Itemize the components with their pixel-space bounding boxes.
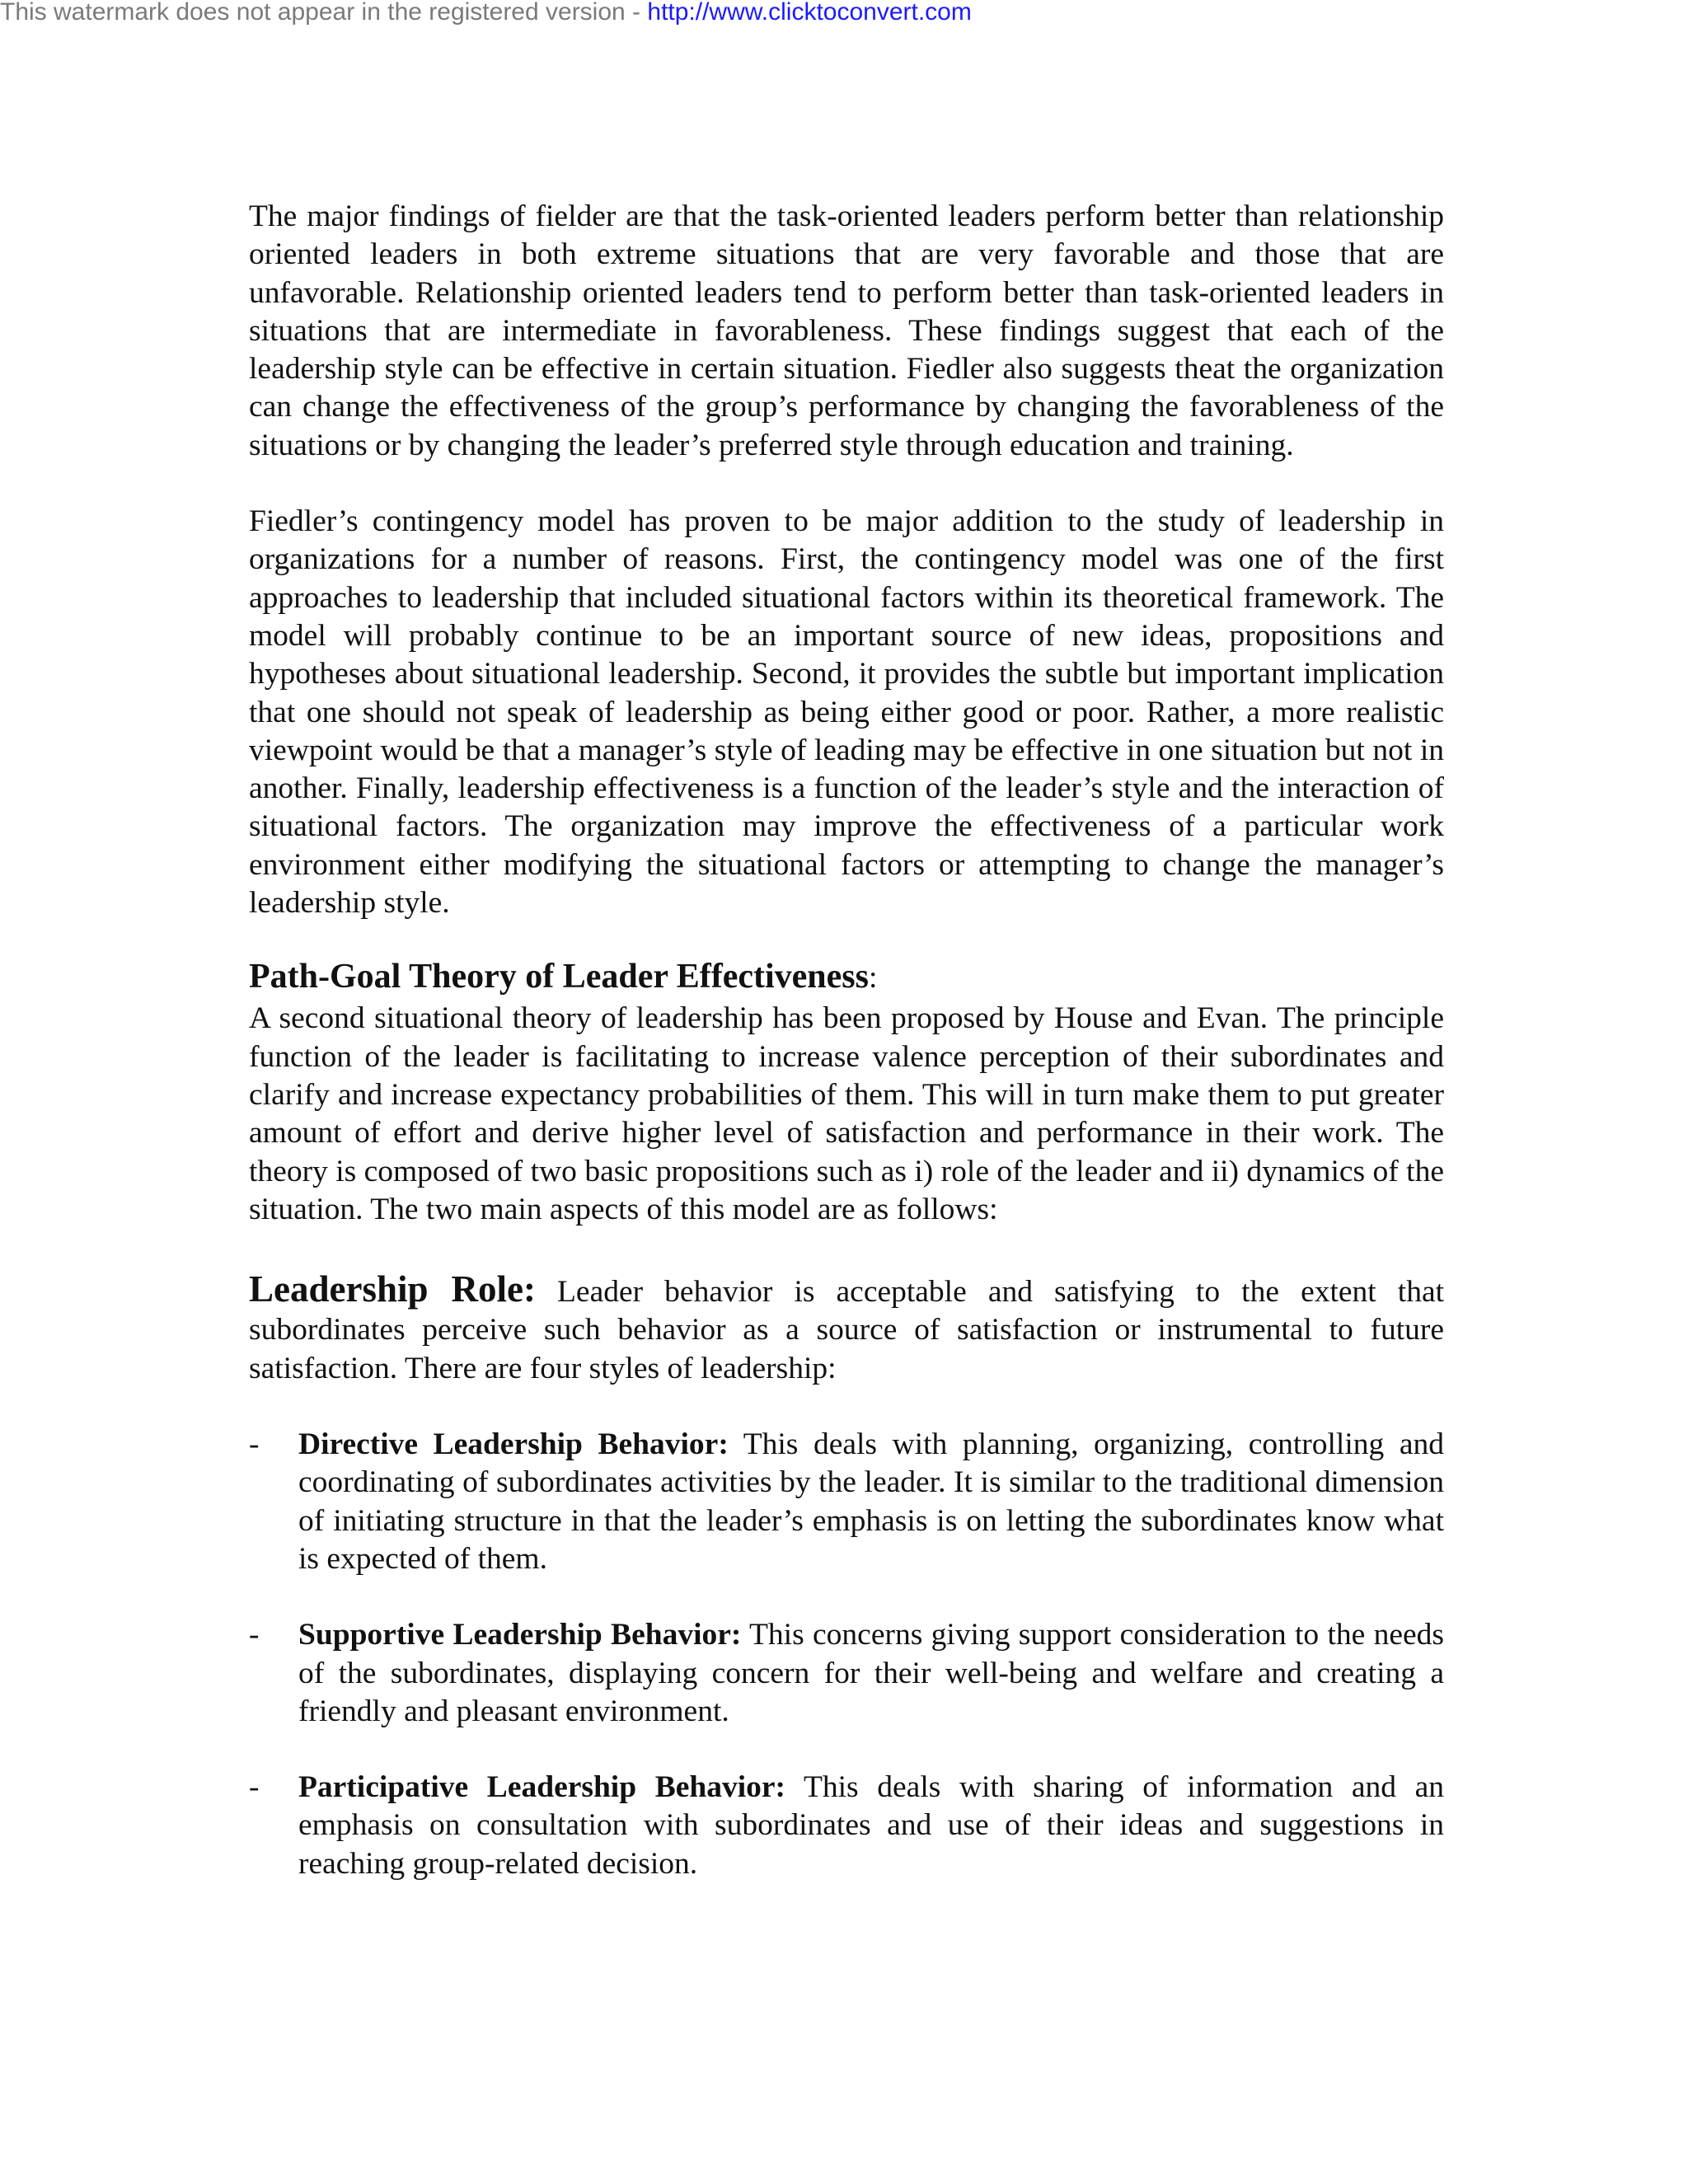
watermark-text: This watermark does not appear in the registered version -	[0, 0, 648, 26]
paragraph-contingency-model: Fiedler’s contingency model has proven to be major addition to the study of leadership in organizations for a number of reasons. First, the contingency model was one of the first approaches to leadership that included situational factors within its theoretical framework. The model will probably continue to be an important source of new ideas, propositions and hypotheses about situational leadership. Second, it provides the subtle but important implication that one should not speak of leadership as being either good or poor. Rather, a more realistic viewpoint would be that a manager’s style of leading may be effective in one situation but not in another. Finally, leadership effectiveness is a function of the leader’s style and the interaction of situational factors. The organization may improve the effectiveness of a particular work environment either modifying the situational factors or attempting to change the manager’s leadership style.	[249, 504, 1444, 921]
page-content	[249, 198, 1444, 1883]
watermark-banner	[0, 0, 972, 25]
section-heading-path-goal	[249, 955, 1444, 1000]
heading-colon: :	[869, 961, 878, 996]
paragraph-fiedler-findings: The major findings of fielder are that the task-oriented leaders perform better than relationship oriented leaders in both extreme situations that are very favorable and those that are unfavorable. Relationship oriented leaders tend to perform better than task-oriented leaders in situations that are intermediate in favorableness. These findings suggest that each of the leadership style can be effective in certain situation. Fiedler also suggests theat the organization can change the effectiveness of the group’s performance by changing the favorableness of the situations or by changing the leader’s preferred style through education and training.	[249, 199, 1444, 462]
watermark-link[interactable]: http://www.clicktoconvert.com	[647, 0, 972, 26]
leadership-role-body: Leader behavior is acceptable and satisfying to the extent that subordinates perceive such behavior as a source of satisfaction or instrumental to future satisfaction. There are four styles of leadership:	[249, 1275, 1445, 1385]
bullet-title: Participative Leadership Behavior:	[298, 1770, 786, 1805]
bullet-title: Directive Leadership Behavior:	[298, 1427, 729, 1462]
bullet-text: This concerns giving support consideration to the needs of the subordinates, displaying concern for their well-being and welfare and creating a friendly and pleasant environment.	[298, 1618, 1444, 1728]
bullet-dash: -	[249, 1618, 260, 1652]
bullet-dash: -	[249, 1770, 260, 1805]
spacer	[249, 1578, 1444, 1616]
leadership-role-title: Leadership Role:	[249, 1268, 536, 1310]
list-item-supportive	[249, 1616, 1444, 1731]
spacer	[249, 1731, 1444, 1769]
paragraph-path-goal: A second situational theory of leadership has been proposed by House and Evan. The principle function of the leader is facilitating to increase valence perception of their subordinates and clarify and increase expectancy probabilities of them. This will in turn make them to put greater amount of effort and derive higher level of satisfaction and performance in their work. The theory is composed of two basic propositions such as i) role of the leader and ii) dynamics of the situation. The two main aspects of this model are as follows:	[249, 1001, 1444, 1226]
bullet-text: This deals with sharing of information and an emphasis on consultation with subordinates and use of their ideas and suggestions in reaching group-related decision.	[298, 1770, 1444, 1881]
spacer	[249, 465, 1444, 503]
spacer	[249, 922, 1444, 955]
list-item-directive	[249, 1426, 1444, 1578]
path-goal-heading-text: Path-Goal Theory of Leader Effectiveness	[249, 958, 870, 996]
list-item-participative	[249, 1769, 1444, 1883]
paragraph-leadership-role	[249, 1270, 1444, 1388]
spacer	[249, 1388, 1444, 1426]
bullet-title: Supportive Leadership Behavior:	[298, 1618, 742, 1652]
bullet-text: This deals with planning, organizing, controlling and coordinating of subordinates activities by the leader. It is similar to the traditional dimension of initiating structure in that the leader’s emphasis is on letting the subordinates know what is expected of them.	[298, 1427, 1444, 1576]
spacer	[249, 1229, 1444, 1270]
bullet-dash: -	[249, 1427, 260, 1462]
